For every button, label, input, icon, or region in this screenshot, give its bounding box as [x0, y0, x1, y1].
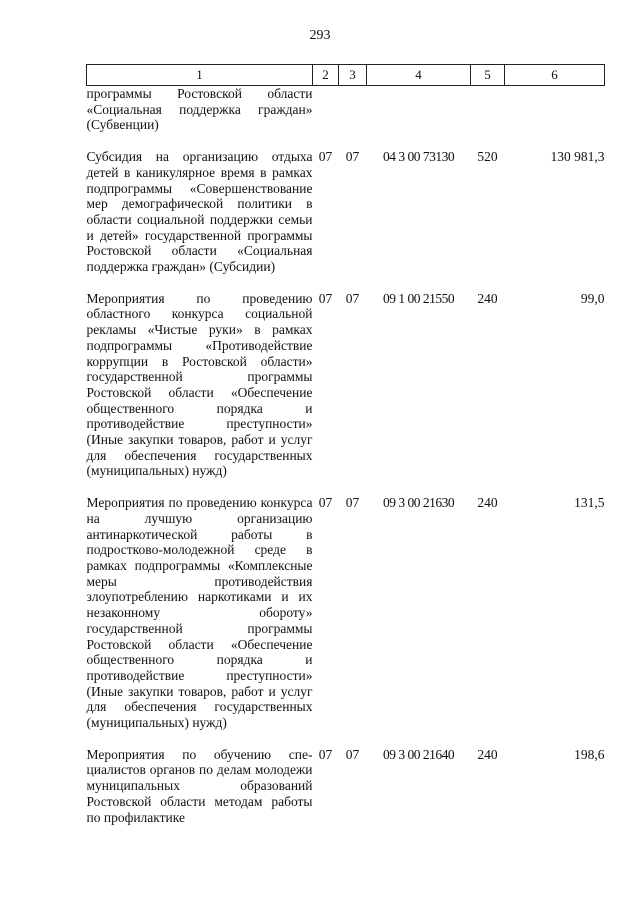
row-target-code: [367, 86, 471, 134]
column-header-4: 4: [367, 65, 471, 86]
column-header-1: 1: [87, 65, 313, 86]
row-target-code: 04 3 00 73130: [382, 149, 455, 165]
row-section: [313, 86, 339, 134]
table-row: [87, 479, 605, 731]
budget-table: [86, 64, 605, 825]
row-expense-type: [471, 86, 505, 134]
table-header-row: [87, 65, 605, 86]
row-section: 07: [318, 290, 333, 306]
table-row: [87, 731, 605, 826]
row-description: Мероприятия по обучению специалистов органов по делам молодежи муниципальных образований Ростовской области методам работы по профилактике: [86, 746, 313, 825]
row-amount: 131,5: [574, 495, 605, 511]
row-subsection: 07: [345, 746, 360, 762]
page-number: 293: [309, 28, 331, 43]
table-row: [87, 275, 605, 479]
row-target-code: 09 1 00 21550: [382, 290, 455, 306]
row-description: программы Ростовской области «Социальная поддержка граждан» (Субвенции): [86, 86, 313, 133]
column-header-2: 2: [313, 65, 339, 86]
table-row: [87, 86, 605, 134]
column-header-3: 3: [339, 65, 367, 86]
column-header-6: 6: [505, 65, 605, 86]
row-target-code: 09 3 00 21640: [382, 746, 455, 762]
column-header-5: 5: [471, 65, 505, 86]
row-amount: 130 981,3: [550, 149, 605, 165]
row-expense-type: 520: [477, 149, 498, 165]
row-section: 07: [318, 495, 333, 511]
row-expense-type: 240: [477, 495, 498, 511]
table-row: [87, 133, 605, 275]
row-section: 07: [318, 149, 333, 165]
row-description: Мероприятия по проведению конкурса на лучшую организацию антинаркотической работы в подростково-молодежной среде в рамках подпрограммы «Комплексные меры противодействия злоупотреблению наркотиками и их незаконному обороту» государственной программы Ростовской области «Обеспечение общественного порядка и противодействие преступности» (Иные закупки товаров, работ и услуг для обеспечения государственных (муниципальных) нужд): [86, 495, 313, 731]
row-section: 07: [318, 746, 333, 762]
row-subsection: [339, 86, 367, 134]
row-target-code: 09 3 00 21630: [382, 495, 455, 511]
row-subsection: 07: [345, 290, 360, 306]
row-subsection: 07: [345, 149, 360, 165]
row-expense-type: 240: [477, 746, 498, 762]
row-expense-type: 240: [477, 290, 498, 306]
row-description: Субсидия на организацию отдыха детей в каникулярное время в рамках подпрограммы «Совершенствование мер демографической политики в области социальной поддержки семьи и детей» государственной программы Ростовской области «Социальная поддержка граждан» (Субсидии): [86, 149, 313, 275]
row-amount: [505, 86, 605, 134]
row-amount: 99,0: [580, 290, 605, 306]
row-amount: 198,6: [574, 746, 605, 762]
row-description: Мероприятия по проведению областного конкурса социальной рекламы «Чистые руки» в рамках подпрограммы «Противодействие коррупции в Ростовской области» государственной программы Ростовской области «Обеспечение общественного порядка и противодействие преступности» (Иные закупки товаров, работ и услуг для обеспечения государственных (муниципальных) нужд): [86, 290, 313, 479]
row-subsection: 07: [345, 495, 360, 511]
